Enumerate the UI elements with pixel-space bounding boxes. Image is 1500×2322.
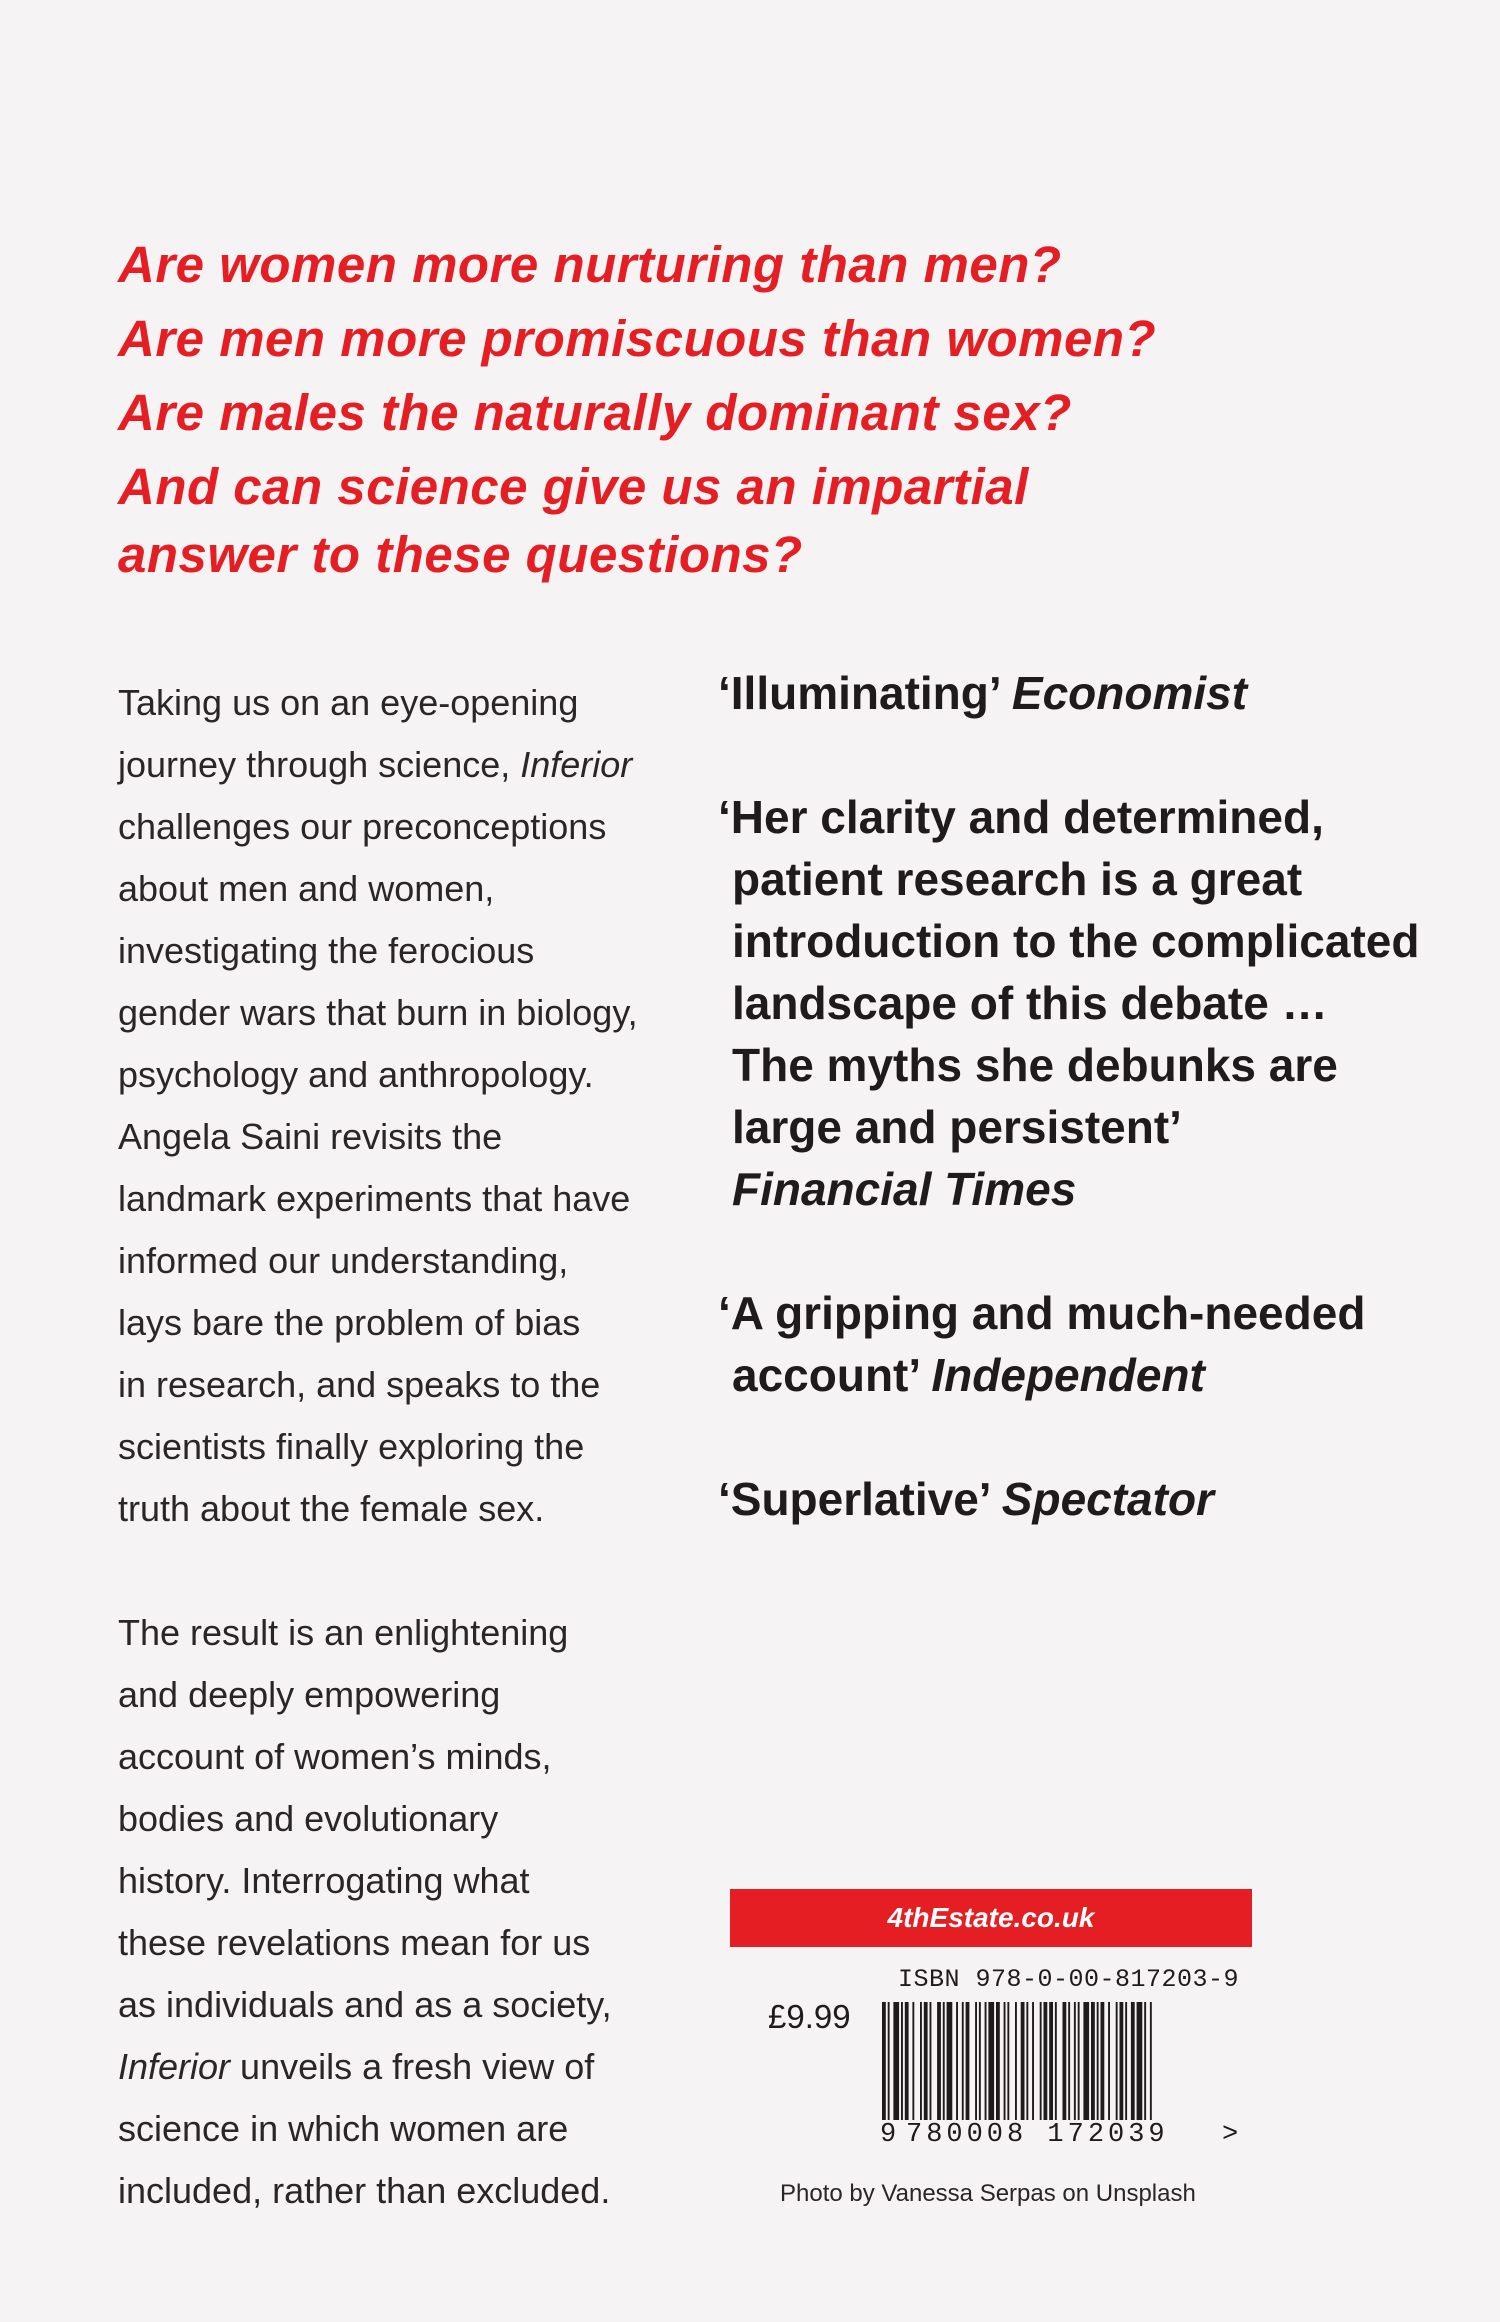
barcode-bar (1055, 2002, 1057, 2120)
review-line: ‘A gripping and much-needed (718, 1287, 1366, 1339)
barcode-bar (1083, 2002, 1089, 2120)
barcode-bar (920, 2002, 922, 2120)
blurb-paragraph-1 (118, 672, 678, 1540)
review-source: Spectator (1001, 1473, 1214, 1525)
barcode-bar (996, 2002, 1000, 2120)
barcode-bar (988, 2002, 994, 2120)
barcode-arrow: > (1222, 2120, 1243, 2150)
barcode-bar (1063, 2002, 1067, 2120)
review-line: patient research is a great (732, 853, 1303, 905)
barcode-bar (975, 2002, 977, 2120)
blurb-line (118, 734, 678, 796)
back-cover-questions (118, 228, 1418, 586)
question-line: And can science give us an impartial (118, 458, 1029, 515)
review-line: large and persistent’ (732, 1101, 1182, 1153)
barcode-bar (1131, 2002, 1135, 2120)
barcode-bar (905, 2002, 909, 2120)
review-source: Independent (931, 1349, 1205, 1401)
blurb-line: these revelations mean for us (118, 1922, 591, 1963)
barcode-bar (912, 2002, 914, 2120)
barcode-bar (924, 2002, 928, 2120)
question-line: Are males the naturally dominant sex? (118, 384, 1072, 441)
blurb-line: Angela Saini revisits the (118, 1116, 503, 1157)
price-label: £9.99 (768, 1998, 851, 2035)
barcode-bar (985, 2002, 987, 2120)
barcode-bar (930, 2002, 932, 2120)
blurb-line: psychology and anthropology. (118, 1054, 594, 1095)
blurb-line: investigating the ferocious (118, 930, 535, 971)
barcode-bar (1078, 2002, 1080, 2120)
blurb-line: included, rather than excluded. (118, 2170, 611, 2211)
barcode-bar (962, 2002, 964, 2120)
barcode-bar (937, 2002, 941, 2120)
blurb-line: landmark experiments that have (118, 1178, 631, 1219)
barcode-bar (1044, 2002, 1048, 2120)
review-source: Financial Times (732, 1163, 1077, 1215)
review-line: landscape of this debate … (732, 977, 1328, 1029)
barcode-bar (956, 2002, 958, 2120)
blurb-line: challenges our preconceptions (118, 806, 607, 847)
review-line (718, 662, 1438, 724)
blurb-line: scientists finally exploring the (118, 1426, 585, 1467)
barcode-bar (1120, 2002, 1124, 2120)
press-reviews (718, 662, 1438, 1530)
barcode-bar (1137, 2002, 1143, 2120)
review-financial-times (718, 786, 1438, 1220)
blurb-line: history. Interrogating what (118, 1860, 530, 1901)
barcode-bar (1068, 2002, 1070, 2120)
barcode-bar (1049, 2002, 1053, 2120)
barcode-bar (882, 2002, 886, 2136)
blurb-line: bodies and evolutionary (118, 1798, 499, 1839)
blurb-line: Taking us on an eye-opening (118, 682, 579, 723)
publisher-website-link[interactable]: 4thEstate.co.uk (730, 1889, 1252, 1947)
barcode-bar (1040, 2002, 1042, 2120)
barcode-bar (1015, 2002, 1017, 2120)
barcode-bar (1032, 2002, 1034, 2120)
blurb-line: account of women’s minds, (118, 1736, 552, 1777)
blurb-line: as individuals and as a society, (118, 1984, 612, 2025)
blurb-line: in research, and speaks to the (118, 1364, 601, 1405)
question-line: Are men more promiscuous than women? (118, 310, 1157, 367)
barcode-bar (943, 2002, 945, 2120)
barcode-bar (1116, 2002, 1118, 2120)
barcode-image (878, 2002, 1238, 2136)
isbn-number: ISBN 978-0-00-817203-9 (898, 1965, 1240, 1994)
blurb-paragraph-2 (118, 1602, 678, 2222)
question-line: Are women more nurturing than men? (118, 236, 1062, 293)
blurb-line: informed our understanding, (118, 1240, 569, 1281)
blurb-text: journey through science, (118, 744, 521, 785)
barcode-bar (1074, 2002, 1076, 2120)
barcode-bar (1144, 2002, 1146, 2120)
blurb-line: truth about the female sex. (118, 1488, 545, 1529)
barcode-bar (888, 2002, 890, 2136)
blurb-line: science in which women are (118, 2108, 569, 2149)
review-quote: ‘Illuminating’ (718, 667, 1012, 719)
review-line: The myths she debunks are (732, 1039, 1338, 1091)
blurb-line: and deeply empowering (118, 1674, 501, 1715)
review-quote: account’ (732, 1349, 932, 1401)
book-title: Inferior (118, 2046, 231, 2087)
blurb-line: gender wars that burn in biology, (118, 992, 638, 1033)
barcode-lead-digit: 9 (880, 2120, 901, 2150)
barcode-bar (1021, 2002, 1025, 2136)
barcode-bar (1125, 2002, 1127, 2120)
barcode-bar (1091, 2002, 1095, 2120)
barcode-bar (1026, 2002, 1028, 2120)
barcode-bar (901, 2002, 903, 2120)
review-line: ‘Her clarity and determined, (718, 791, 1324, 843)
review-quote: ‘Superlative’ (718, 1473, 1002, 1525)
blurb-text: unveils a fresh view of (230, 2046, 595, 2087)
barcode-bar (1108, 2002, 1110, 2120)
review-spectator (718, 1468, 1438, 1530)
barcode-digit-groups: 780008 172039 (906, 2120, 1169, 2150)
review-line: introduction to the complicated (732, 915, 1420, 967)
review-economist (718, 662, 1438, 724)
blurb-line (118, 2036, 678, 2098)
blurb-line: about men and women, (118, 868, 495, 909)
review-line (718, 1468, 1438, 1530)
question-line: answer to these questions? (118, 526, 803, 583)
book-blurb (118, 672, 678, 2222)
review-line (718, 1344, 1438, 1406)
book-title: Inferior (520, 744, 633, 785)
barcode-bar (893, 2002, 899, 2120)
review-independent (718, 1282, 1438, 1406)
review-source: Economist (1011, 667, 1248, 719)
blurb-line: The result is an enlightening (118, 1612, 569, 1653)
barcode-bar (1007, 2002, 1009, 2120)
barcode-bar (1097, 2002, 1099, 2120)
barcode-bar (1150, 2002, 1152, 2136)
barcode-bar (1101, 2002, 1105, 2120)
photo-credit: Photo by Vanessa Serpas on Unsplash (780, 2180, 1196, 2207)
barcode-bar (947, 2002, 953, 2120)
barcode-bar (979, 2002, 981, 2120)
barcode-bar (1004, 2002, 1006, 2120)
barcode-bar (966, 2002, 970, 2120)
blurb-line: lays bare the problem of bias (118, 1302, 581, 1343)
